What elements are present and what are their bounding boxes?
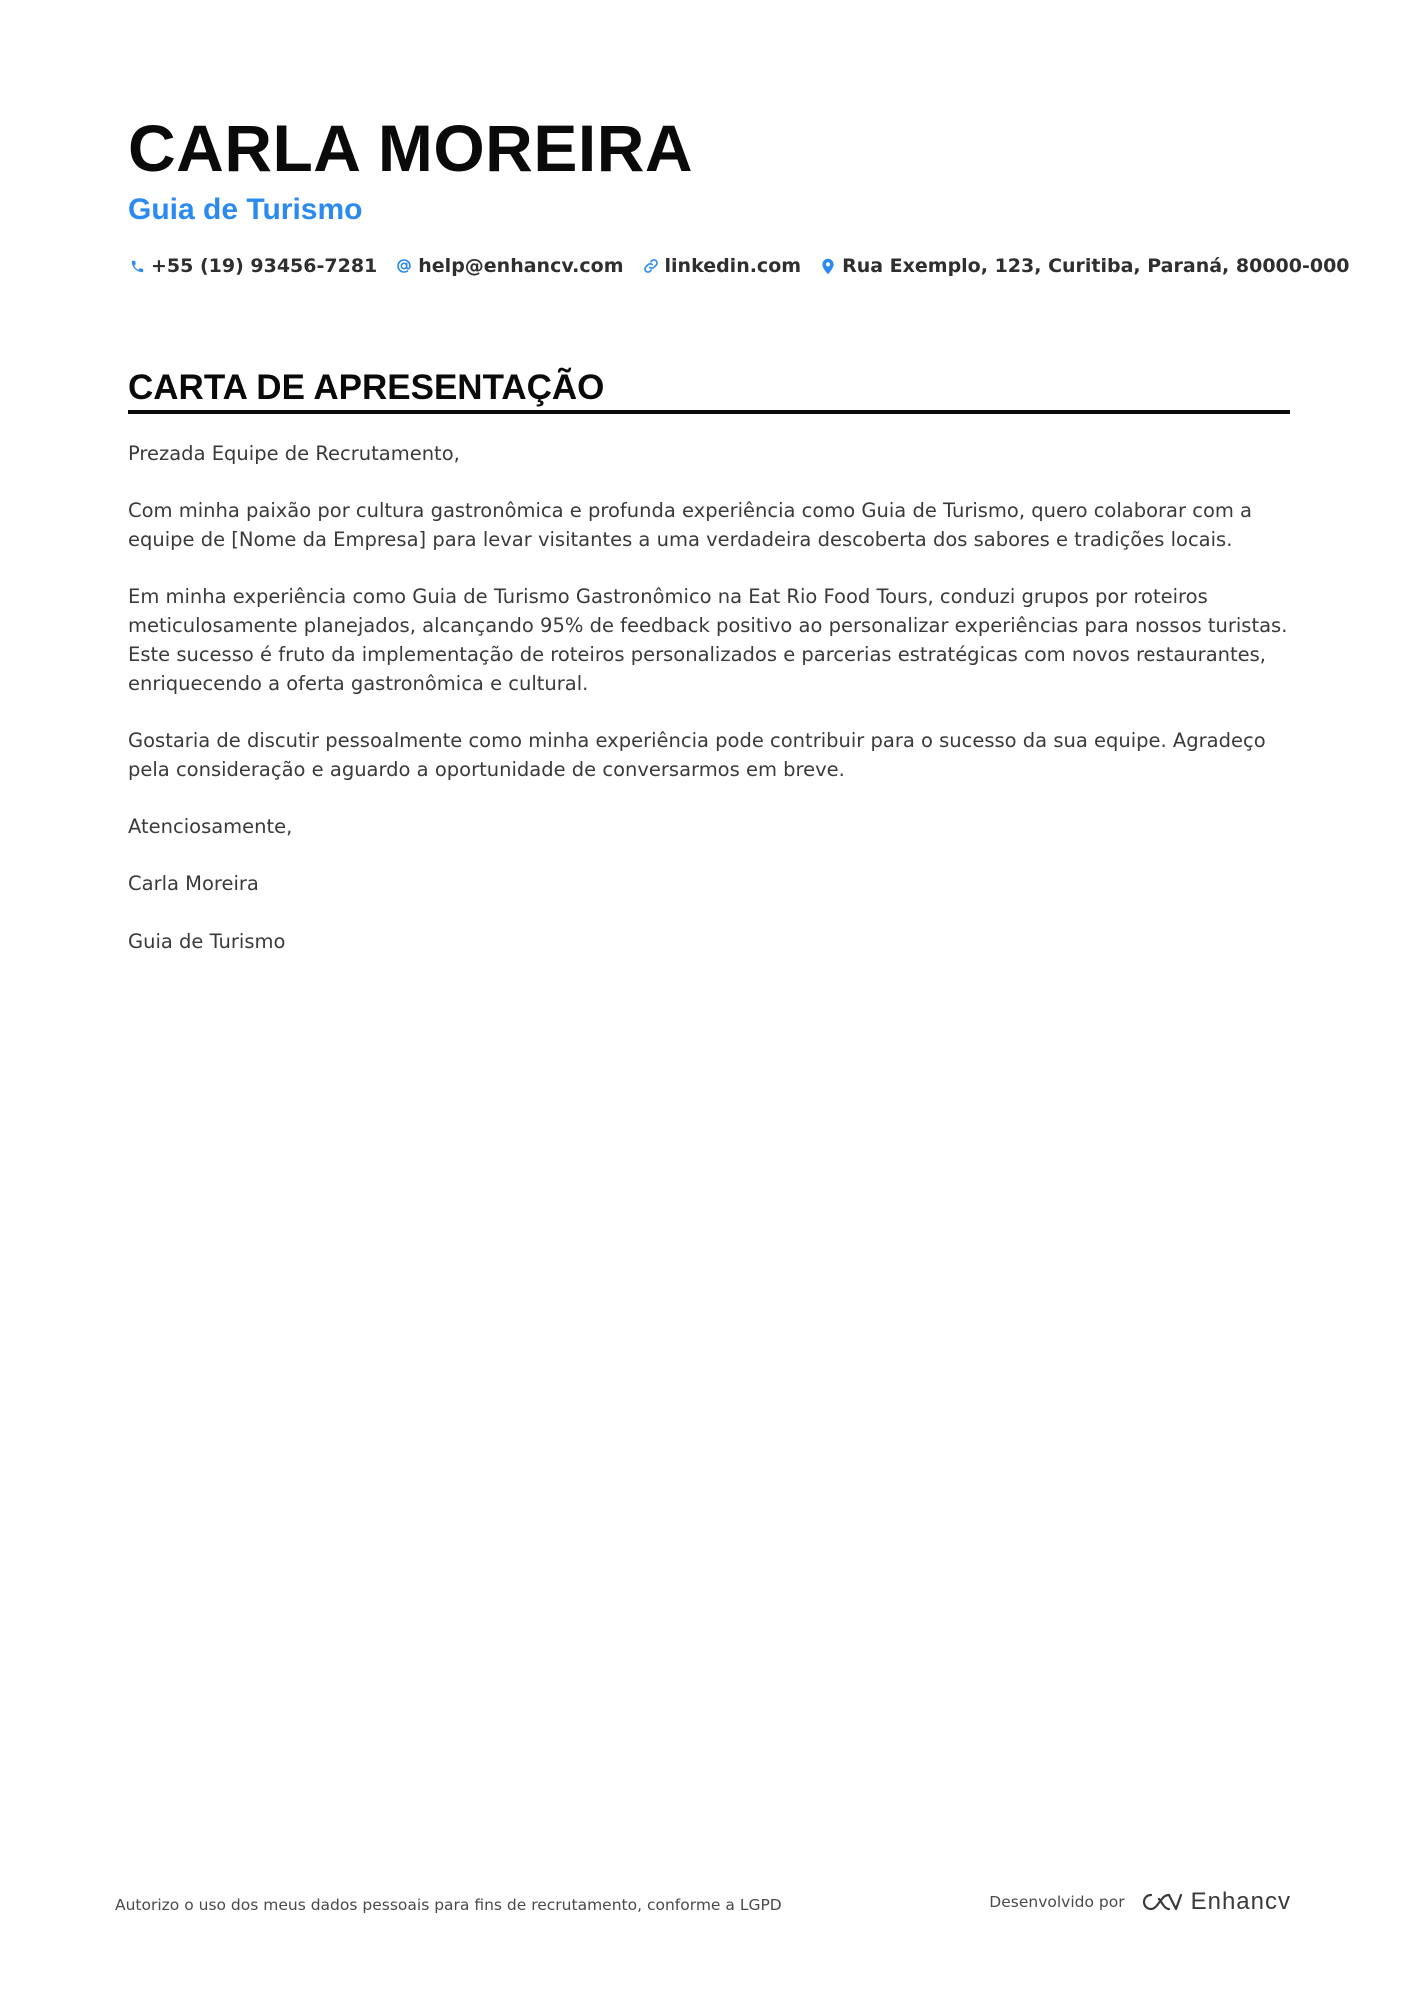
- letter-closing: Atenciosamente,: [128, 815, 293, 839]
- letter-body: [128, 440, 1298, 985]
- applicant-name: CARLA MOREIRA: [128, 111, 694, 185]
- applicant-role: Guia de Turismo: [128, 193, 363, 226]
- at-icon: [395, 257, 413, 275]
- phone-icon: [128, 257, 146, 275]
- letter-paragraph: Com minha paixão por cultura gastronômica e profunda experiência como Guia de Turismo, quero colaborar com a equipe de [Nome da Empresa] para levar visitantes a uma verdadeira descoberta dos sabores e tradições locais.: [128, 499, 1253, 552]
- letter-paragraph: Em minha experiência como Guia de Turismo Gastronômico na Eat Rio Food Tours, conduzi grupos por roteiros meticulosamente planejados, alcançando 95% de feedback positivo ao personalizar experiências para nossos turistas. Este sucesso é fruto da implementação de roteiros personalizados e parcerias estratégicas com novos restaurantes, enriquecendo a oferta gastronômica e cultural.: [128, 585, 1288, 695]
- letter-paragraph: Gostaria de discutir pessoalmente como minha experiência pode contribuir para o sucesso da sua equipe. Agradeço pela consideração e aguardo a oportunidade de conversarmos em breve.: [128, 728, 1266, 781]
- contact-linkedin-text: linkedin.com: [664, 255, 802, 277]
- contact-email[interactable]: [395, 252, 623, 280]
- signature-title: Guia de Turismo: [128, 929, 286, 953]
- link-icon: [642, 257, 660, 275]
- location-pin-icon: [819, 257, 837, 275]
- contact-phone-text: +55 (19) 93456-7281: [151, 255, 378, 277]
- contact-phone[interactable]: [128, 252, 377, 280]
- powered-by[interactable]: [989, 1888, 1291, 1916]
- consent-note: Autorizo o uso dos meus dados pessoais para fins de recrutamento, conforme a LGPD: [115, 1896, 782, 1914]
- contact-address: [819, 252, 1349, 280]
- section-title: CARTA DE APRESENTAÇÃO: [128, 368, 605, 407]
- signature-name: Carla Moreira: [128, 872, 259, 896]
- contact-address-text: Rua Exemplo, 123, Curitiba, Paraná, 80000-000: [842, 255, 1350, 277]
- letter-greeting: Prezada Equipe de Recrutamento,: [128, 442, 460, 465]
- powered-by-label: Desenvolvido por: [989, 1893, 1125, 1911]
- enhancv-logo-icon: [1137, 1890, 1183, 1914]
- contact-bar: [128, 252, 1368, 280]
- contact-email-text: help@enhancv.com: [418, 255, 624, 277]
- section-divider: [128, 410, 1290, 414]
- contact-linkedin[interactable]: [642, 252, 802, 280]
- brand-name: Enhancv: [1190, 1888, 1291, 1915]
